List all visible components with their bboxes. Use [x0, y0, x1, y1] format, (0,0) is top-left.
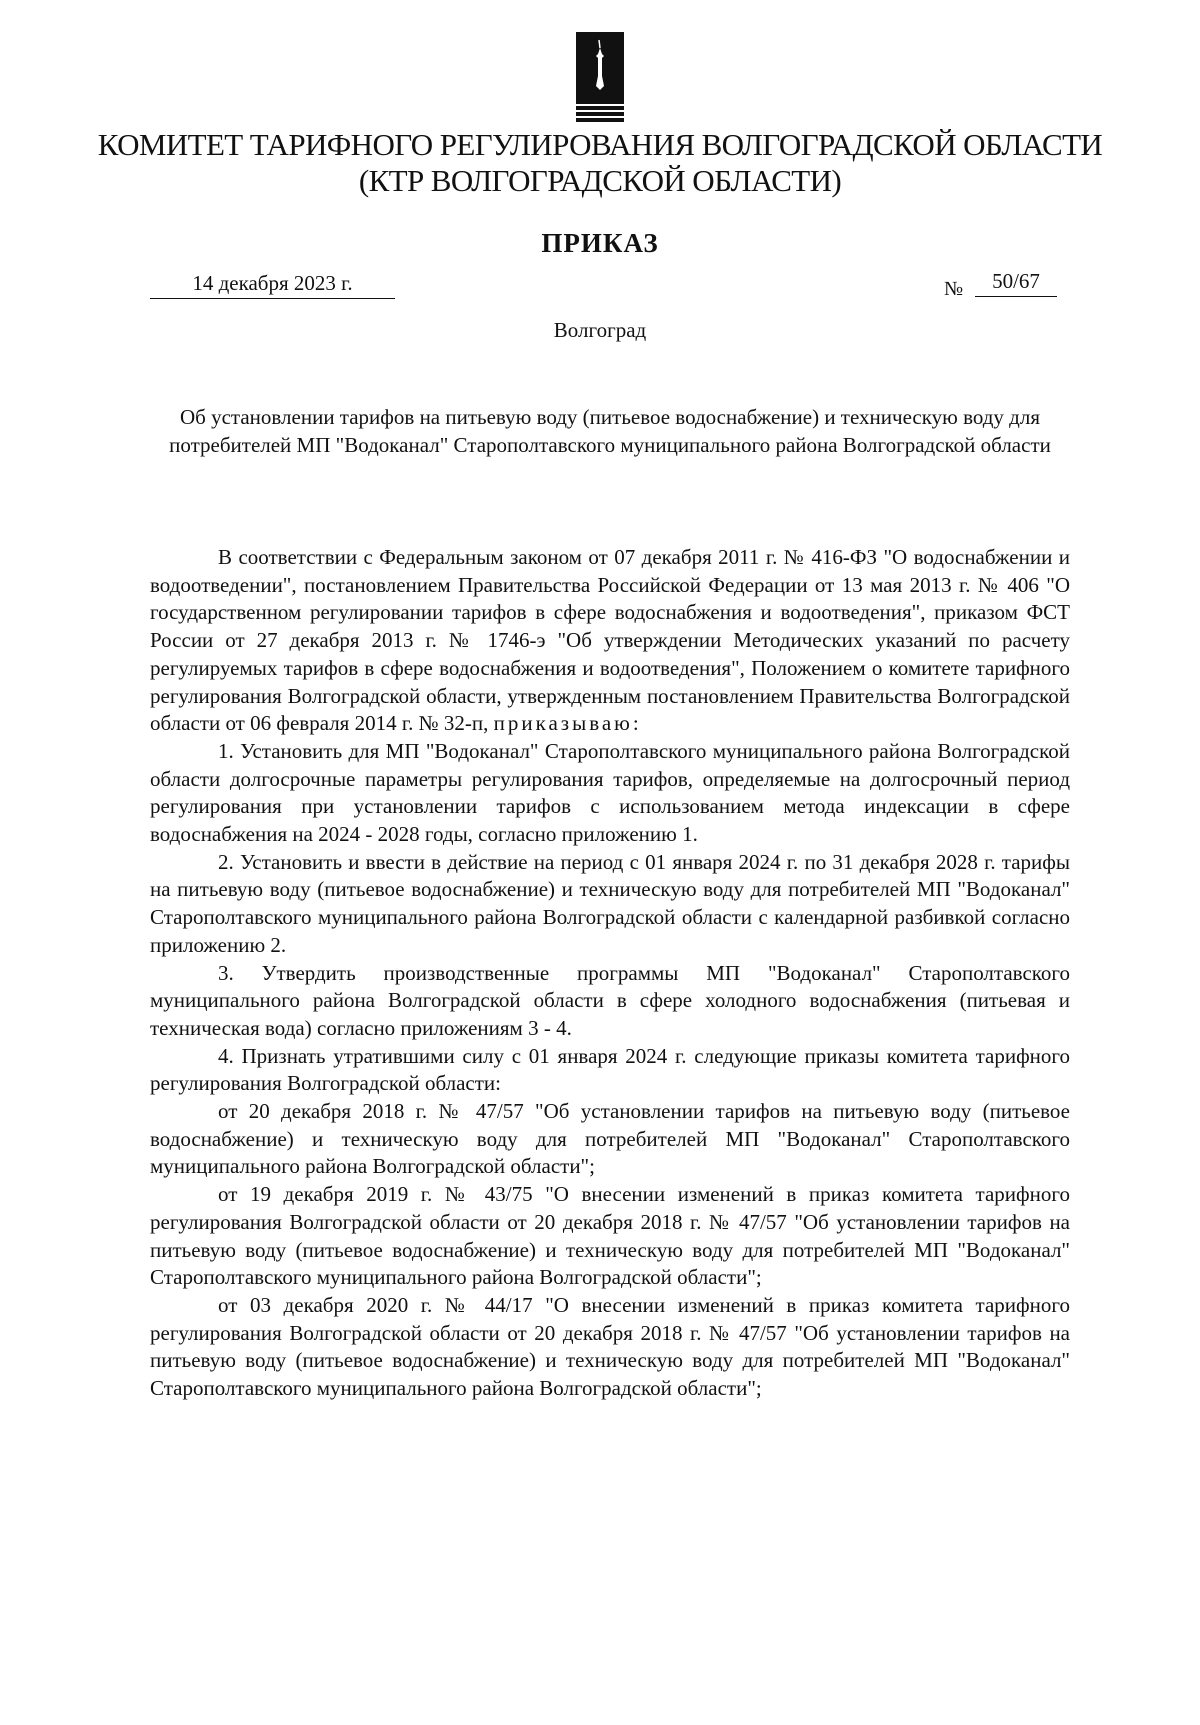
number-sign: № — [944, 278, 964, 300]
repealed-order-1: от 20 декабря 2018 г. № 47/57 "Об установлении тарифов на питьевую воду (питьевое водоснабжение) и техническую воду для потребителей МП "Водоканал" Старополтавского муниципального района Волгоградской области"; — [150, 1099, 1070, 1179]
organization-short-name: (КТР ВОЛГОГРАДСКОЙ ОБЛАСТИ) — [358, 163, 842, 198]
repealed-order-2: от 19 декабря 2019 г. № 43/75 "О внесении изменений в приказ комитета тарифного регулирования Волгоградской области от 20 декабря 2018 г. № 47/57 "Об установлении тарифов на питьевую воду (питьевое водоснабжение) и техническую воду для потребителей МП "Водоканал" Старополтавского муниципального района Волгоградской области"; — [150, 1182, 1070, 1290]
city: Волгоград — [553, 318, 647, 342]
paragraph-3: 3. Утвердить производственные программы МП "Водоканал" Старополтавского муниципального района Волгоградской области в сфере холодного водоснабжения (питьевая и техническая вода) согласно приложениям 3 - 4. — [150, 960, 1070, 1040]
paragraph-2: 2. Установить и ввести в действие на период с 01 января 2024 г. по 31 декабря 2028 г. тарифы на питьевую воду (питьевое водоснабжение) и техническую воду для потребителей МП "Водоканал" Старополтавского муниципального района Волгоградской области с календарной разбивкой согласно приложению 2. — [150, 849, 1070, 957]
repealed-order-3: от 03 декабря 2020 г. № 44/17 "О внесении изменений в приказ комитета тарифного регулирования Волгоградской области от 20 декабря 2018 г. № 47/57 "Об установлении тарифов на питьевую воду (питьевое водоснабжение) и техническую воду для потребителей МП "Водоканал" Старополтавского муниципального района Волгоградской области"; — [150, 1292, 1070, 1401]
intro-paragraph — [150, 544, 1070, 738]
order-subject: Об установлении тарифов на питьевую воду (питьевое водоснабжение) и техническую воду для потребителей МП "Водоканал" Старополтавского муниципального района Волгоградской области — [169, 405, 1051, 457]
intro-text: В соответствии с Федеральным законом от 07 декабря 2011 г. № 416-ФЗ "О водоснабжении и водоотведении", постановлением Правительства Российской Федерации от 13 мая 2013 г. № 406 "О государственном регулировании тарифов в сфере водоснабжения и водоотведения", приказом ФСТ России от 27 декабря 2013 г. № 1746-э "Об утверждении Методических указаний по расчету регулируемых тарифов в сфере водоснабжения и водоотведения", Положением о комитете тарифного регулирования Волгоградской области, утвержденным постановлением Правительства Волгоградской области от 06 февраля 2014 г. № 32-п, — [150, 545, 1070, 736]
order-body — [150, 544, 1070, 1403]
document-type: ПРИКАЗ — [541, 228, 659, 258]
volgograd-emblem-icon — [576, 32, 624, 124]
order-number: 50/67 — [975, 266, 1057, 297]
organization-name: КОМИТЕТ ТАРИФНОГО РЕГУЛИРОВАНИЯ ВОЛГОГРАДСКОЙ ОБЛАСТИ — [97, 127, 1103, 162]
paragraph-1: 1. Установить для МП "Водоканал" Старополтавского муниципального района Волгоградской области долгосрочные параметры регулирования тарифов, определяемые на долгосрочный период регулирования при установлении тарифов с использованием метода индексации в сфере водоснабжения на 2024 - 2028 годы, согласно приложению 1. — [150, 738, 1070, 847]
order-word: приказываю: — [493, 711, 642, 736]
paragraph-4: 4. Признать утратившими силу с 01 января 2024 г. следующие приказы комитета тарифного регулирования Волгоградской области: — [150, 1043, 1070, 1096]
order-date: 14 декабря 2023 г. — [150, 268, 395, 299]
